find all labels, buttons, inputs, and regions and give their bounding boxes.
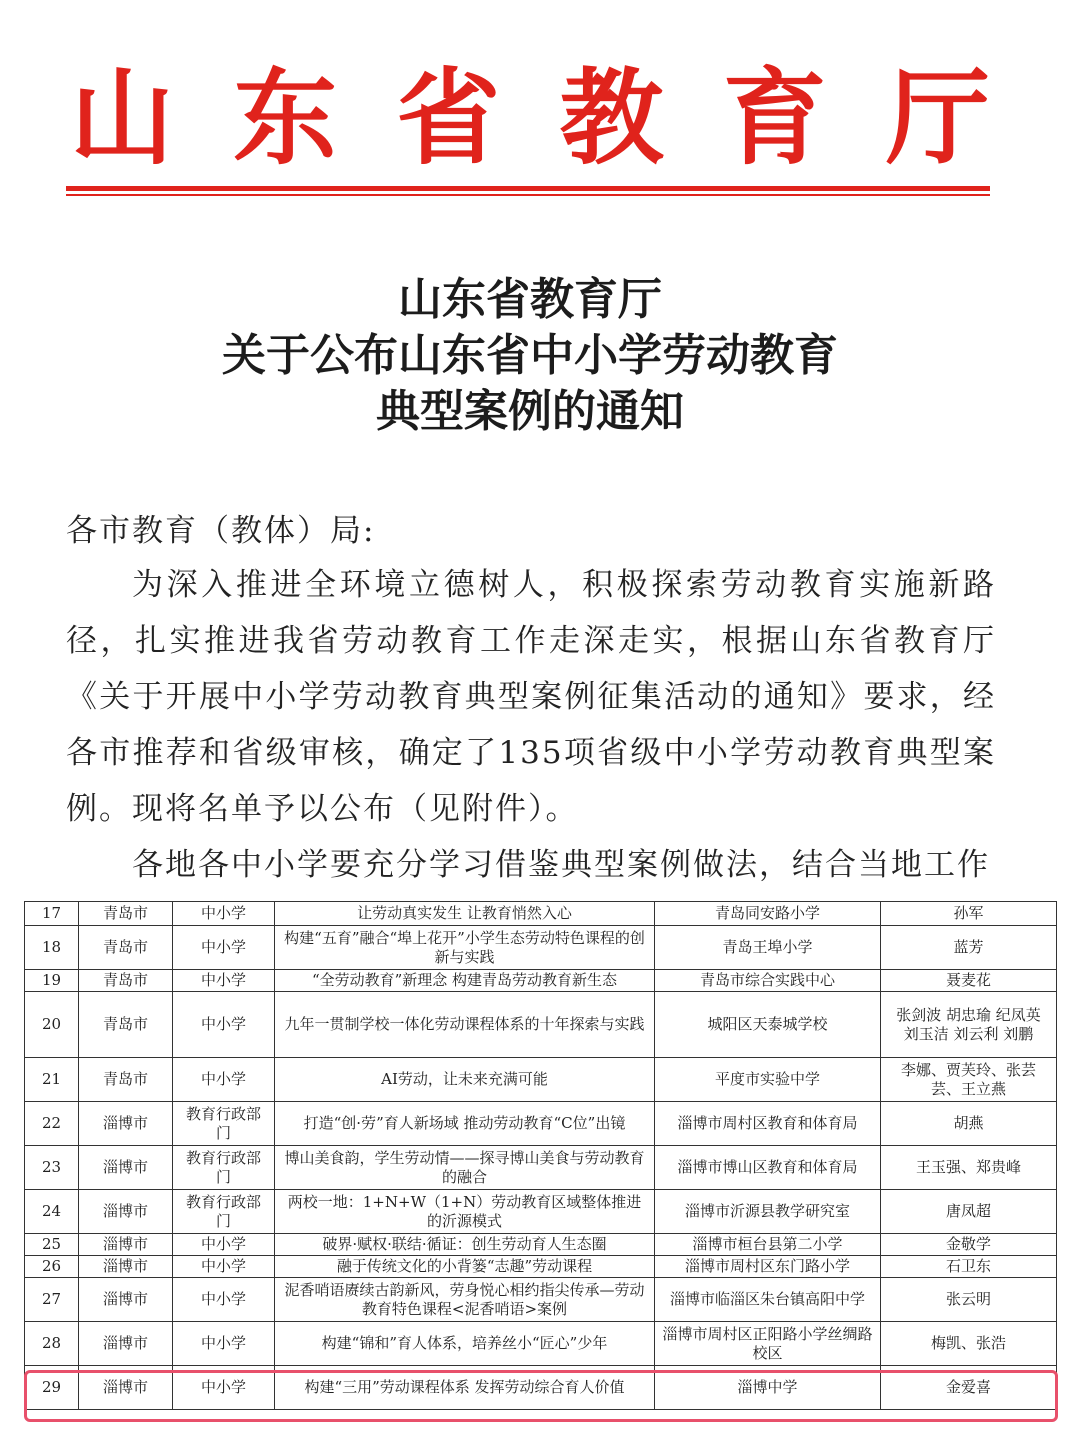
table-cell-no: 21 [25,1058,79,1102]
table-cell-author: 张云明 [881,1278,1057,1322]
masthead-char: 厅 [885,56,990,179]
masthead-char: 育 [722,56,827,179]
masthead-char: 东 [233,56,338,179]
red-divider-thin [66,194,990,196]
table-cell-title: 构建“锦和”育人体系，培养丝小“匠心”少年 [275,1322,655,1366]
table-row [25,970,1057,992]
masthead-char: 教 [559,56,664,179]
table-cell-category: 中小学 [173,1278,275,1322]
table-cell-no: 25 [25,1234,79,1256]
table-cell-no: 17 [25,902,79,926]
table-row [25,926,1057,970]
table-row [25,1278,1057,1322]
table-cell-city: 淄博市 [79,1190,173,1234]
masthead-char: 山 [70,56,175,179]
table-cell-unit: 淄博市博山区教育和体育局 [655,1146,881,1190]
table-cell-author: 石卫东 [881,1256,1057,1278]
table-cell-category: 中小学 [173,902,275,926]
table-cell-no: 27 [25,1278,79,1322]
table-cell-unit: 淄博市周村区东门路小学 [655,1256,881,1278]
table-row [25,1234,1057,1256]
table-cell-no: 28 [25,1322,79,1366]
table-cell-category: 中小学 [173,1058,275,1102]
table-cell-no: 19 [25,970,79,992]
table-cell-author: 金敬学 [881,1234,1057,1256]
table-cell-title: 泥香哨语赓续古韵新风，劳身悦心相约指尖传承—劳动教育特色课程<泥香哨语>案例 [275,1278,655,1322]
table-row [25,992,1057,1058]
table-cell-title: AI劳动，让未来充满可能 [275,1058,655,1102]
table-row [25,1146,1057,1190]
body-paragraph-1: 为深入推进全环境立德树人，积极探索劳动教育实施新路径，扎实推进我省劳动教育工作走深走实，根据山东省教育厅《关于开展中小学劳动教育典型案例征集活动的通知》要求，经各市推荐和省级审核，确定了135项省级中小学劳动教育典型案例。现将名单予以公布（见附件）。 [66,567,996,827]
table-cell-author: 张剑波 胡忠瑜 纪凤英 刘玉洁 刘云利 刘鹏 [881,992,1057,1058]
table-cell-city: 淄博市 [79,1278,173,1322]
table-cell-city: 淄博市 [79,1322,173,1366]
table-cell-title: 博山美食韵，学生劳动情——探寻博山美食与劳动教育的融合 [275,1146,655,1190]
document-title-line-1: 山东省教育厅 [398,274,662,325]
table-cell-author: 梅凯、张浩 [881,1322,1057,1366]
table-cell-unit: 平度市实验中学 [655,1058,881,1102]
table-cell-author: 孙军 [881,902,1057,926]
table-cell-category: 中小学 [173,1366,275,1410]
table-cell-title: “全劳动教育”新理念 构建青岛劳动教育新生态 [275,970,655,992]
masthead-char: 省 [396,56,501,179]
table-cell-city: 淄博市 [79,1234,173,1256]
table-cell-no: 20 [25,992,79,1058]
table-cell-title: 构建“三用”劳动课程体系 发挥劳动综合育人价值 [275,1366,655,1410]
case-list-table-image [24,901,1060,1425]
table-cell-author: 李娜、贾芙玲、张芸芸、王立燕 [881,1058,1057,1102]
table-cell-no: 18 [25,926,79,970]
table-cell-category: 教育行政部门 [173,1146,275,1190]
table-cell-city: 青岛市 [79,970,173,992]
table-cell-category: 中小学 [173,926,275,970]
red-divider-thick [66,186,990,191]
table-cell-city: 淄博市 [79,1366,173,1410]
table-cell-category: 中小学 [173,1256,275,1278]
table-cell-unit: 青岛王埠小学 [655,926,881,970]
table-cell-city: 青岛市 [79,992,173,1058]
table-cell-author: 蓝芳 [881,926,1057,970]
table-cell-category: 教育行政部门 [173,1190,275,1234]
table-cell-category: 教育行政部门 [173,1102,275,1146]
table-cell-title: 九年一贯制学校一体化劳动课程体系的十年探索与实践 [275,992,655,1058]
table-cell-unit: 淄博中学 [655,1366,881,1410]
table-cell-title: 破界·赋权·联结·循证：创生劳动育人生态圈 [275,1234,655,1256]
salutation: 各市教育（教体）局: [66,513,376,549]
table-cell-no: 24 [25,1190,79,1234]
table-cell-title: 融于传统文化的小背篓“志趣”劳动课程 [275,1256,655,1278]
document-title-line-3: 典型案例的通知 [376,386,684,437]
table-cell-city: 青岛市 [79,926,173,970]
table-cell-unit: 青岛市综合实践中心 [655,970,881,992]
table-row [25,1102,1057,1146]
table-cell-category: 中小学 [173,1234,275,1256]
document-title-line-2: 关于公布山东省中小学劳动教育 [222,330,838,381]
table-cell-city: 淄博市 [79,1146,173,1190]
table-cell-unit: 淄博市临淄区朱台镇高阳中学 [655,1278,881,1322]
table-row [25,1256,1057,1278]
table-row [25,1190,1057,1234]
table-cell-author: 王玉强、郑贵峰 [881,1146,1057,1190]
table-cell-unit: 淄博市周村区教育和体育局 [655,1102,881,1146]
table-row [25,1366,1057,1410]
table-cell-unit: 淄博市周村区正阳路小学丝绸路校区 [655,1322,881,1366]
body-paragraph-2: 各地各中小学要充分学习借鉴典型案例做法，结合当地工作 [132,847,990,883]
table-cell-no: 29 [25,1366,79,1410]
table-cell-city: 淄博市 [79,1256,173,1278]
table-cell-category: 中小学 [173,1322,275,1366]
table-cell-unit: 淄博市桓台县第二小学 [655,1234,881,1256]
table-row [25,1322,1057,1366]
table-cell-no: 22 [25,1102,79,1146]
table-cell-category: 中小学 [173,970,275,992]
table-cell-city: 青岛市 [79,1058,173,1102]
table-cell-no: 23 [25,1146,79,1190]
table-cell-city: 青岛市 [79,902,173,926]
table-cell-title: 构建“五育”融合“埠上花开”小学生态劳动特色课程的创新与实践 [275,926,655,970]
table-cell-title: 让劳动真实发生 让教育悄然入心 [275,902,655,926]
table-cell-author: 金爱喜 [881,1366,1057,1410]
table-row [25,902,1057,926]
table-cell-unit: 青岛同安路小学 [655,902,881,926]
table-cell-title: 打造“创·劳”育人新场域 推动劳动教育“C位”出镜 [275,1102,655,1146]
table-row [25,1058,1057,1102]
table-cell-city: 淄博市 [79,1102,173,1146]
table-cell-category: 中小学 [173,992,275,1058]
table-cell-author: 聂麦花 [881,970,1057,992]
table-cell-author: 胡燕 [881,1102,1057,1146]
table-cell-unit: 城阳区天泰城学校 [655,992,881,1058]
case-list-table [24,901,1057,1410]
masthead [70,58,990,178]
table-cell-no: 26 [25,1256,79,1278]
table-cell-author: 唐凤超 [881,1190,1057,1234]
table-cell-title: 两校一地：1+N+W（1+N）劳动教育区域整体推进的沂源模式 [275,1190,655,1234]
table-cell-unit: 淄博市沂源县教学研究室 [655,1190,881,1234]
